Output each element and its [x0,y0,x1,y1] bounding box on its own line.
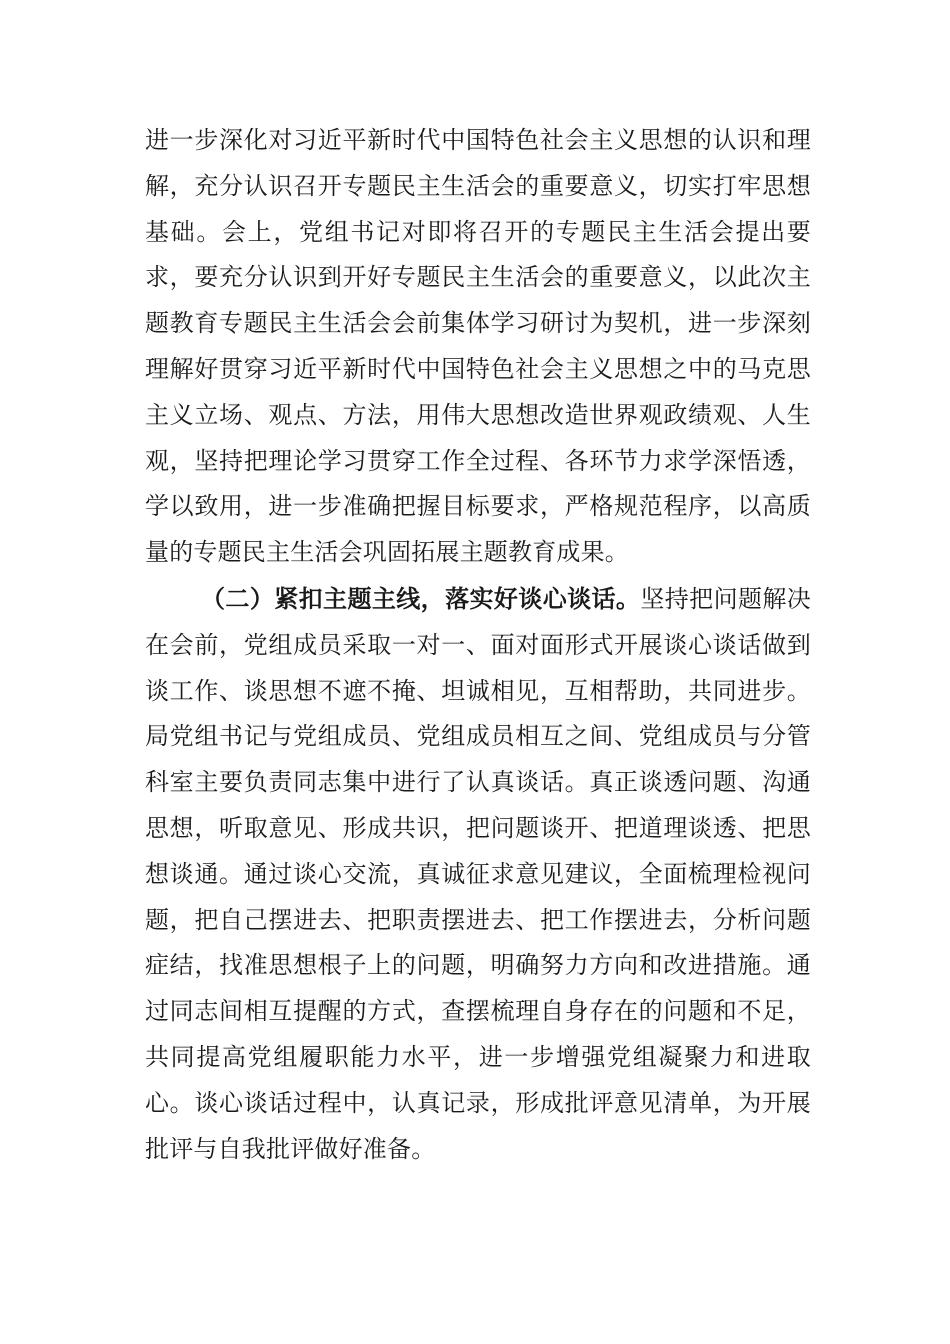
paragraph-continuation [145,118,811,576]
paragraph-text: 坚持把问题解决在会前，党组成员采取一对一、面对面形式开展谈心谈话做到谈工作、谈思想不遮不掩、坦诚相见，互相帮助，共同进步。局党组书记与党组成员、党组成员相互之间、党组成员与分管科室主要负责同志集中进行了认真谈话。真正谈透问题、沟通思想，听取意见、形成共识，把问题谈开、把道理谈透、把思想谈通。通过谈心交流，真诚征求意见建议，全面梳理检视问题，把自己摆进去、把职责摆进去、把工作摆进去，分析问题症结，找准思想根子上的问题，明确努力方向和改进措施。通过同志间相互提醒的方式，查摆梳理自身存在的问题和不足，共同提高党组履职能力水平，进一步增强党组凝聚力和进取心。谈心谈话过程中，认真记录，形成批评意见清单，为开展批评与自我批评做好准备。 [145,584,811,1163]
paragraph-text: 进一步深化对习近平新时代中国特色社会主义思想的认识和理解，充分认识召开专题民主生活会的重要意义，切实打牢思想基础。会上，党组书记对即将召开的专题民主生活会提出要求，要充分认识到开好专题民主生活会的重要意义，以此次主题教育专题民主生活会会前集体学习研讨为契机，进一步深刻理解好贯穿习近平新时代中国特色社会主义思想之中的马克思主义立场、观点、方法，用伟大思想改造世界观政绩观、人生观，坚持把理论学习贯穿工作全过程、各环节力求学深悟透，学以致用，进一步准确把握目标要求，严格规范程序，以高质量的专题民主生活会巩固拓展主题教育成果。 [145,126,811,567]
section-heading: （二）紧扣主题主线，落实好谈心谈话。 [201,583,641,613]
paragraph-section-two [145,576,811,1172]
document-body [145,118,811,1172]
